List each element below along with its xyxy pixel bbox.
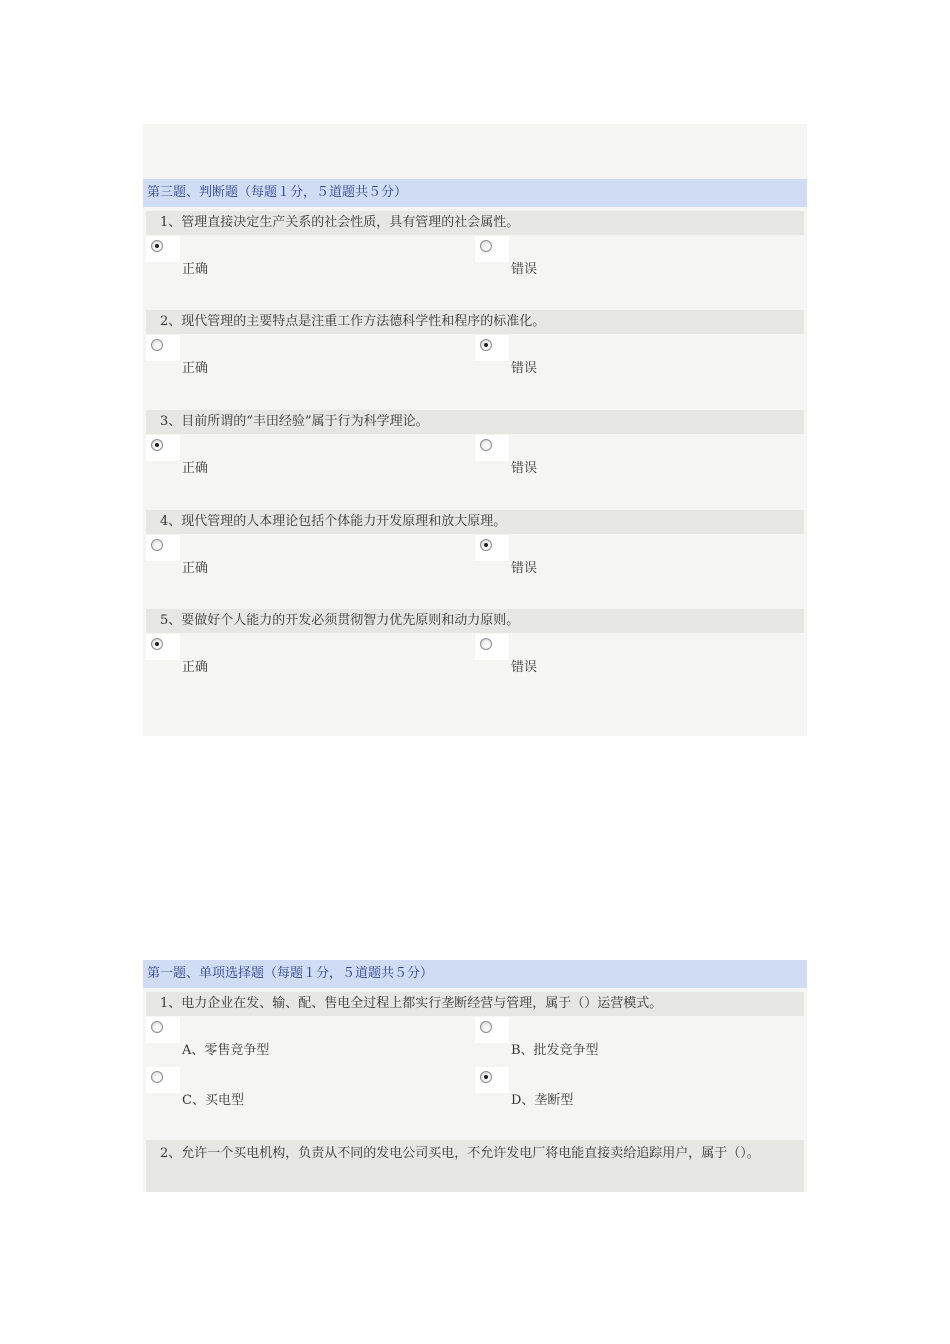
question-1-text: 1、管理直接决定生产关系的社会性质，具有管理的社会属性。 [146, 211, 804, 235]
question-2-text: 2、现代管理的主要特点是注重工作方法德科学性和程序的标准化。 [146, 310, 804, 334]
option-label: D、垄断型 [511, 1093, 574, 1108]
q2-option-correct[interactable] [146, 335, 446, 385]
option-label: 正确 [182, 361, 209, 376]
radio-button[interactable] [480, 1021, 492, 1033]
option-label: 错误 [511, 561, 538, 576]
radio-button[interactable] [151, 339, 163, 351]
section-header: 第一题、单项选择题（每题１分，５道题共５分） [143, 960, 807, 988]
option-label: 错误 [511, 660, 538, 675]
radio-button[interactable] [480, 439, 492, 451]
question-2-text: 2、允许一个买电机构，负责从不同的发电公司买电，不允许发电厂将电能直接卖给追踪用户，属于（）。 [146, 1140, 804, 1192]
question-1-text: 1、电力企业在发、输、配、售电全过程上都实行垄断经营与管理，属于（）运营模式。 [146, 992, 804, 1016]
q1-option-a[interactable] [146, 1017, 446, 1067]
radio-button-selected[interactable] [480, 339, 492, 351]
radio-button[interactable] [151, 539, 163, 551]
radio-button-selected[interactable] [151, 439, 163, 451]
q5-option-wrong[interactable] [475, 634, 775, 684]
option-label: C、买电型 [182, 1093, 244, 1108]
radio-button[interactable] [151, 1021, 163, 1033]
option-label: 错误 [511, 262, 538, 277]
radio-button-selected[interactable] [480, 539, 492, 551]
q1-option-d[interactable] [475, 1067, 775, 1117]
q1-option-b[interactable] [475, 1017, 775, 1067]
radio-button[interactable] [480, 240, 492, 252]
question-4-text: 4、现代管理的人本理论包括个体能力开发原理和放大原理。 [146, 510, 804, 534]
option-label: A、零售竞争型 [182, 1043, 270, 1058]
option-label: B、批发竞争型 [511, 1043, 599, 1058]
q3-option-correct[interactable] [146, 435, 446, 485]
option-label: 错误 [511, 461, 538, 476]
radio-button[interactable] [480, 638, 492, 650]
section-header: 第三题、判断题（每题１分，５道题共５分） [143, 179, 807, 207]
option-label: 错误 [511, 361, 538, 376]
option-label: 正确 [182, 461, 209, 476]
choice-section [143, 960, 807, 1192]
q1-option-correct[interactable] [146, 236, 446, 286]
q1-option-wrong[interactable] [475, 236, 775, 286]
q5-option-correct[interactable] [146, 634, 446, 684]
q3-option-wrong[interactable] [475, 435, 775, 485]
q4-option-correct[interactable] [146, 535, 446, 585]
radio-button-selected[interactable] [151, 240, 163, 252]
judgment-section [143, 124, 807, 736]
question-3-text: 3、目前所谓的“丰田经验”属于行为科学理论。 [146, 410, 804, 434]
q4-option-wrong[interactable] [475, 535, 775, 585]
q2-option-wrong[interactable] [475, 335, 775, 385]
option-label: 正确 [182, 262, 209, 277]
option-label: 正确 [182, 561, 209, 576]
radio-button-selected[interactable] [151, 638, 163, 650]
option-label: 正确 [182, 660, 209, 675]
radio-button-selected[interactable] [480, 1071, 492, 1083]
radio-button[interactable] [151, 1071, 163, 1083]
q1-option-c[interactable] [146, 1067, 446, 1117]
question-5-text: 5、要做好个人能力的开发必须贯彻智力优先原则和动力原则。 [146, 609, 804, 633]
